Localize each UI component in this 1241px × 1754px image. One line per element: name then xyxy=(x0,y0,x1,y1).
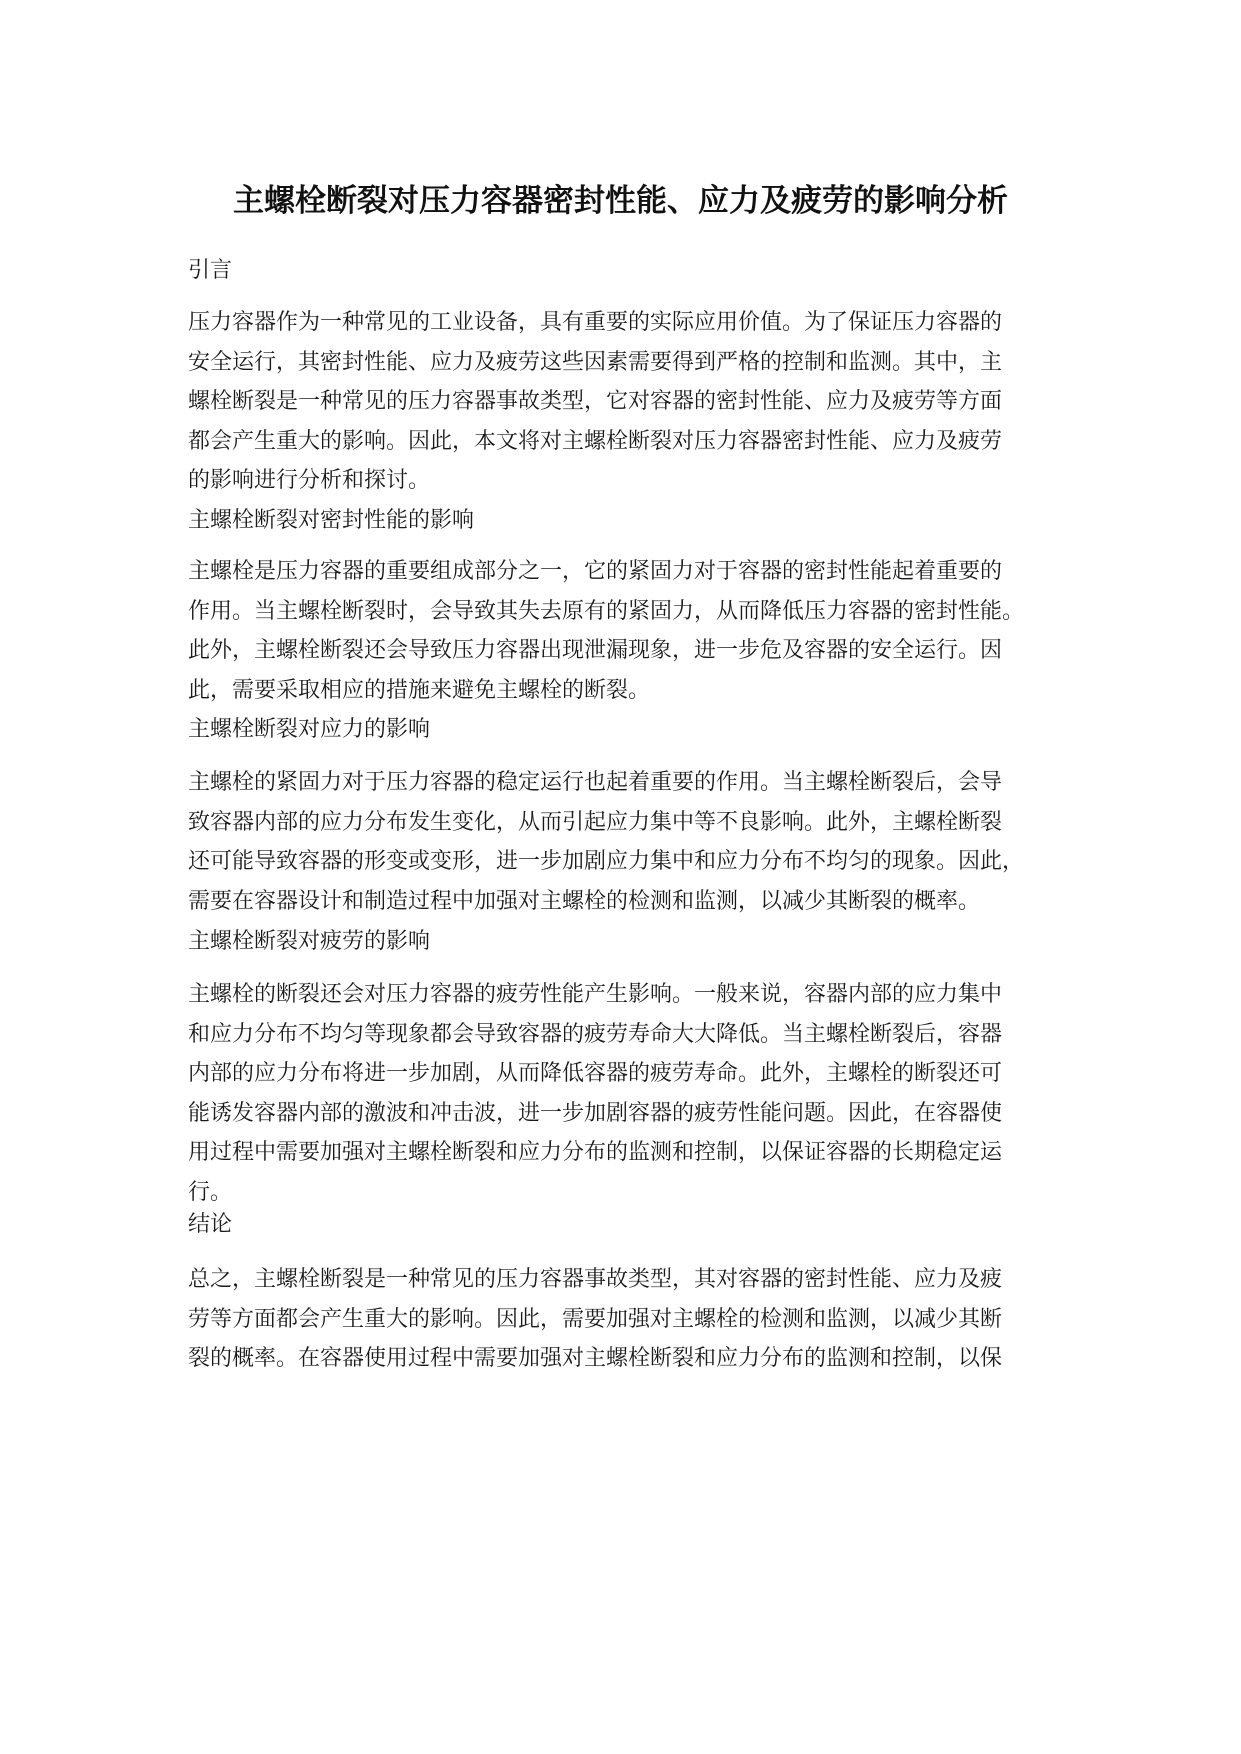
paragraph-line: 主螺栓的断裂还会对压力容器的疲劳性能产生影响。一般来说，容器内部的应力集中 xyxy=(188,982,1003,1007)
section-heading-sealing: 主螺栓断裂对密封性能的影响 xyxy=(188,508,475,533)
paragraph-line: 行。 xyxy=(188,1179,233,1205)
section-paragraph-conclusion xyxy=(188,1260,1068,1379)
paragraph-line: 主螺栓的紧固力对于压力容器的稳定运行也起着重要的作用。当主螺栓断裂后，会导 xyxy=(188,770,1003,795)
paragraph-line: 螺栓断裂是一种常见的压力容器事故类型，它对容器的密封性能、应力及疲劳等方面 xyxy=(188,389,1003,415)
document-title: 主螺栓断裂对压力容器密封性能、应力及疲劳的影响分析 xyxy=(233,183,1008,219)
paragraph-line: 作用。当主螺栓断裂时，会导致其失去原有的紧固力，从而降低压力容器的密封性能。 xyxy=(188,598,1025,624)
section-paragraph-intro xyxy=(188,303,1068,501)
section-paragraph-sealing xyxy=(188,552,1068,710)
paragraph-line: 需要在容器设计和制造过程中加强对主螺栓的检测和监测，以减少其断裂的概率。 xyxy=(188,888,981,914)
paragraph-line: 的影响进行分析和探讨。 xyxy=(188,468,431,494)
paragraph-line: 劳等方面都会产生重大的影响。因此，需要加强对主螺栓的检测和监测，以减少其断 xyxy=(188,1306,1003,1332)
paragraph-line: 总之，主螺栓断裂是一种常见的压力容器事故类型，其对容器的密封性能、应力及疲 xyxy=(188,1267,1003,1292)
paragraph-line: 安全运行，其密封性能、应力及疲劳这些因素需要得到严格的控制和监测。其中，主 xyxy=(188,349,1003,375)
section-heading-fatigue: 主螺栓断裂对疲劳的影响 xyxy=(188,929,431,954)
paragraph-line: 内部的应力分布将进一步加剧，从而降低容器的疲劳寿命。此外，主螺栓的断裂还可 xyxy=(188,1061,1003,1087)
paragraph-line: 此外，主螺栓断裂还会导致压力容器出现泄漏现象，进一步危及容器的安全运行。因 xyxy=(188,638,1003,664)
paragraph-line: 压力容器作为一种常见的工业设备，具有重要的实际应用价值。为了保证压力容器的 xyxy=(188,310,1003,335)
paragraph-line: 用过程中需要加强对主螺栓断裂和应力分布的监测和控制，以保证容器的长期稳定运 xyxy=(188,1140,1003,1166)
paragraph-line: 还可能导致容器的形变或变形，进一步加剧应力集中和应力分布不均匀的现象。因此， xyxy=(188,849,1025,875)
paragraph-line: 裂的概率。在容器使用过程中需要加强对主螺栓断裂和应力分布的监测和控制，以保 xyxy=(188,1346,1003,1372)
paragraph-line: 致容器内部的应力分布发生变化，从而引起应力集中等不良影响。此外，主螺栓断裂 xyxy=(188,809,1003,835)
paragraph-line: 此，需要采取相应的措施来避免主螺栓的断裂。 xyxy=(188,677,651,703)
section-heading-intro: 引言 xyxy=(188,258,233,283)
paragraph-line: 都会产生重大的影响。因此，本文将对主螺栓断裂对压力容器密封性能、应力及疲劳 xyxy=(188,428,1003,454)
section-paragraph-stress xyxy=(188,763,1068,921)
section-heading-stress: 主螺栓断裂对应力的影响 xyxy=(188,717,431,742)
section-heading-conclusion: 结论 xyxy=(188,1212,233,1237)
section-paragraph-fatigue xyxy=(188,975,1068,1213)
paragraph-line: 和应力分布不均匀等现象都会导致容器的疲劳寿命大大降低。当主螺栓断裂后，容器 xyxy=(188,1021,1003,1047)
paragraph-line: 能诱发容器内部的激波和冲击波，进一步加剧容器的疲劳性能问题。因此，在容器使 xyxy=(188,1100,1003,1126)
paragraph-line: 主螺栓是压力容器的重要组成部分之一，它的紧固力对于容器的密封性能起着重要的 xyxy=(188,559,1003,584)
